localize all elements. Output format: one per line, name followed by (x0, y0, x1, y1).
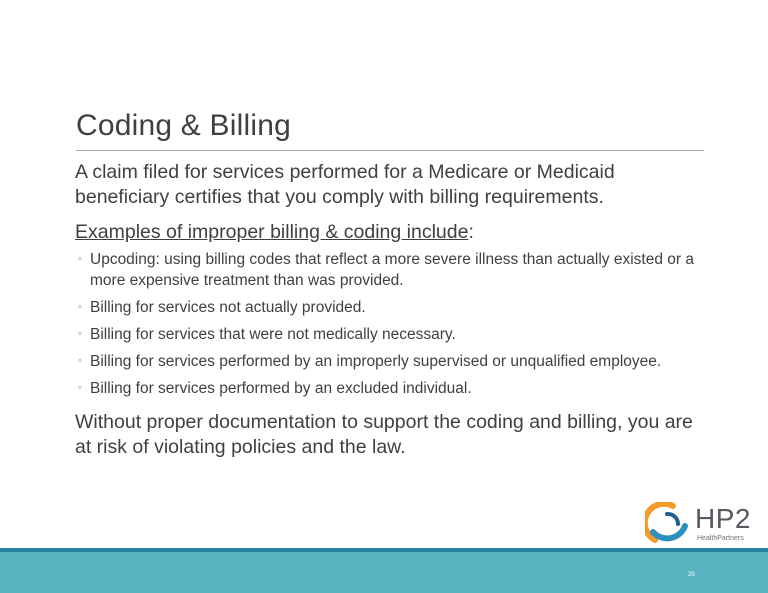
list-item (75, 297, 705, 318)
hp2-logo (645, 502, 760, 548)
list-item (75, 351, 705, 372)
logo-wordmark: HP2 (695, 503, 751, 534)
slide-title: Coding & Billing (76, 109, 291, 142)
bullet-icon: ◦ (78, 301, 82, 313)
examples-heading-colon: : (468, 221, 474, 243)
conclusion-paragraph: Without proper documentation to support the coding and billing, you are at risk of violating policies and the law. (75, 411, 693, 458)
slide-number: 25 (688, 572, 695, 578)
examples-heading (75, 220, 705, 245)
list-item (75, 378, 705, 399)
logo-tagline: HealthPartners (697, 535, 744, 542)
list-item-text: Billing for services performed by an excluded individual. (90, 380, 472, 397)
bullet-icon: ◦ (78, 253, 82, 265)
bullet-icon: ◦ (78, 355, 82, 367)
list-item-text: Upcoding: using billing codes that reflect a more severe illness than actually existed or a more expensive treatment than was provided. (90, 251, 694, 289)
hp2-swoosh-logo-icon (645, 502, 691, 548)
intro-paragraph: A claim filed for services performed for a Medicare or Medicaid beneficiary certifies that you comply with billing requirements. (75, 161, 615, 208)
bullet-icon: ◦ (78, 382, 82, 394)
list-item-text: Billing for services not actually provided. (90, 299, 366, 316)
footer-band (0, 552, 768, 593)
list-item (75, 249, 705, 291)
bullet-icon: ◦ (78, 328, 82, 340)
list-item-text: Billing for services performed by an improperly supervised or unqualified employee. (90, 353, 662, 370)
list-item (75, 324, 705, 345)
examples-list (75, 249, 705, 399)
list-item-text: Billing for services that were not medically necessary. (90, 326, 456, 343)
examples-heading-text: Examples of improper billing & coding include (75, 221, 469, 243)
slide-content (75, 160, 705, 470)
title-divider (76, 150, 704, 151)
